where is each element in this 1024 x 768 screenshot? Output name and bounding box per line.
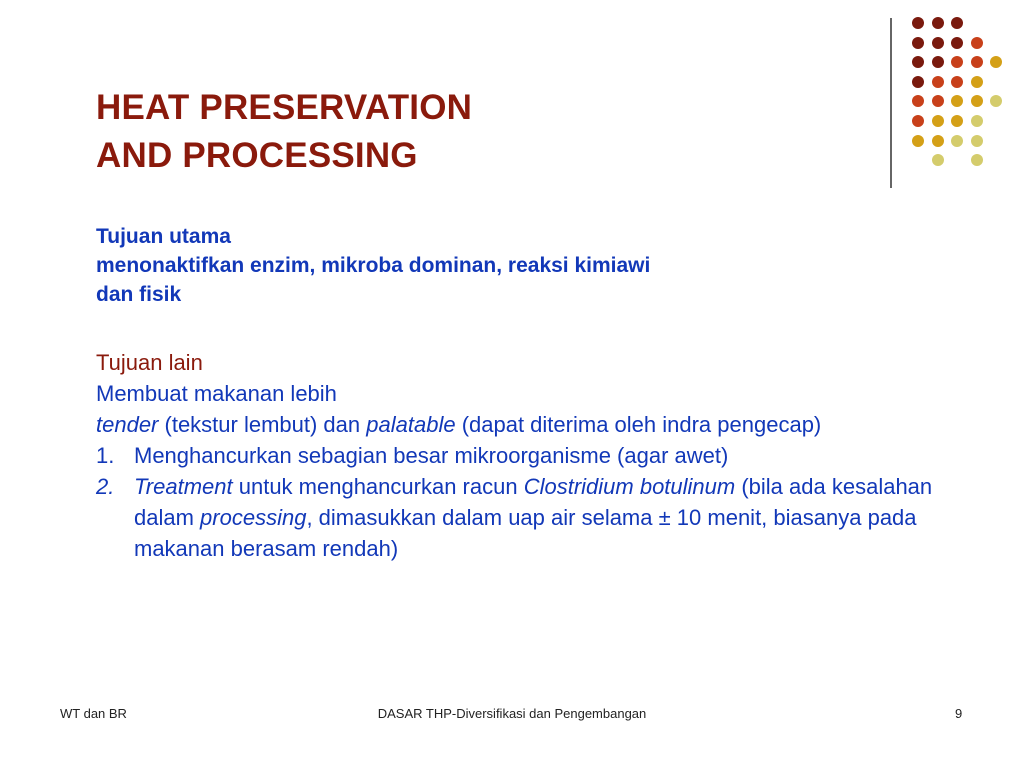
decorative-dot — [932, 37, 944, 49]
goal-list — [96, 440, 956, 564]
other-goal-block — [96, 347, 956, 564]
decorative-dot — [951, 37, 963, 49]
decorative-dot — [912, 17, 924, 29]
decorative-dot — [990, 56, 1002, 68]
decorative-dot — [912, 95, 924, 107]
decorative-dot — [932, 115, 944, 127]
footer-center: DASAR THP-Diversifikasi dan Pengembangan — [377, 706, 647, 721]
palatable-explain: (dapat diterima oleh indra pengecap) — [455, 412, 822, 437]
slide-title — [96, 84, 472, 180]
vertical-divider — [890, 18, 892, 188]
decorative-dot — [932, 135, 944, 147]
main-goal-block — [96, 222, 836, 309]
list-item-number: 1. — [96, 443, 115, 468]
list-item-text: Menghancurkan sebagian besar mikroorganisme (agar awet) — [134, 443, 729, 468]
page-number: 9 — [955, 706, 963, 721]
tender-explain: (tekstur lembut) dan — [158, 412, 367, 437]
decorative-dot — [951, 115, 963, 127]
treatment-term: Treatment — [134, 474, 233, 499]
list-item-text — [134, 471, 956, 564]
decorative-dot — [971, 76, 983, 88]
list-item-number: 2. — [96, 474, 115, 499]
footer-left: WT dan BR — [60, 706, 127, 721]
decorative-dot — [990, 95, 1002, 107]
processing-term: processing — [200, 505, 307, 530]
decorative-dot — [912, 76, 924, 88]
decorative-dot — [912, 56, 924, 68]
decorative-dot — [912, 135, 924, 147]
decorative-dot — [971, 115, 983, 127]
decorative-dot — [932, 76, 944, 88]
list-item — [96, 471, 956, 564]
decorative-dot — [971, 154, 983, 166]
decorative-dot — [912, 115, 924, 127]
decorative-dot — [932, 95, 944, 107]
title-line-2: AND PROCESSING — [96, 136, 418, 175]
item2-part-2: (bila ada kesalahan dalam — [134, 474, 933, 530]
species-name: Clostridium botulinum — [523, 474, 736, 499]
item2-part-3: , dimasukkan dalam uap air selama ± 10 menit, biasanya pada makanan berasam rendah) — [134, 505, 917, 561]
decorative-dot — [932, 56, 944, 68]
item2-part-1: untuk menghancurkan racun — [232, 474, 524, 499]
main-goal-line-2: dan fisik — [96, 283, 182, 306]
main-goal-line-1: menonaktifkan enzim, mikroba dominan, reaksi kimiawi — [96, 254, 651, 277]
tender-term: tender — [96, 412, 159, 437]
tender-palatable-line — [96, 409, 956, 440]
decorative-dot — [971, 135, 983, 147]
other-goal-heading: Tujuan lain — [96, 350, 203, 375]
main-goal-heading: Tujuan utama — [96, 225, 231, 248]
decorative-dot — [951, 135, 963, 147]
decorative-dot — [951, 17, 963, 29]
decorative-dot — [971, 56, 983, 68]
decorative-dot — [951, 56, 963, 68]
decorative-dot — [971, 95, 983, 107]
decorative-dot — [932, 17, 944, 29]
decorative-dot — [912, 37, 924, 49]
palatable-term: palatable — [366, 412, 456, 437]
list-item — [96, 440, 956, 471]
other-goal-intro: Membuat makanan lebih — [96, 381, 337, 406]
decorative-dot — [971, 37, 983, 49]
title-line-1: HEAT PRESERVATION — [96, 88, 473, 127]
decorative-dot — [951, 95, 963, 107]
decorative-dot — [932, 154, 944, 166]
decorative-dot — [951, 76, 963, 88]
